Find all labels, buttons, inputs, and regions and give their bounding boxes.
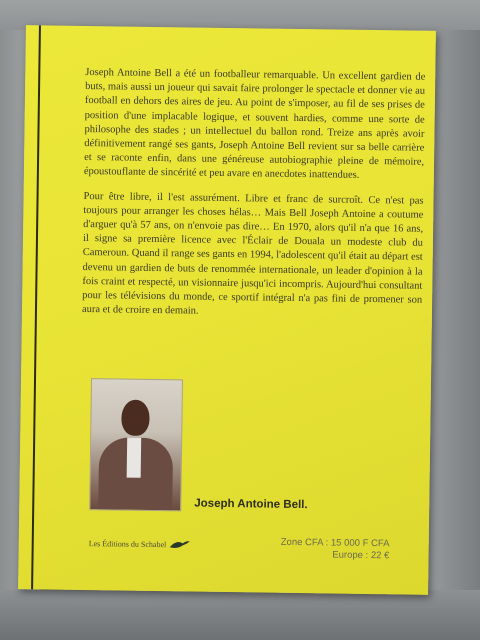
- car-seat-bottom: [0, 590, 480, 640]
- bird-logo-icon: [168, 537, 190, 551]
- price-zone-cfa: Zone CFA : 15 000 F CFA: [280, 536, 390, 550]
- price-europe: Europe : 22 €: [332, 549, 390, 562]
- author-photo-head: [121, 400, 149, 436]
- back-cover-blurb: [82, 66, 426, 332]
- publisher-logo: [89, 536, 191, 551]
- author-photo: [89, 378, 183, 511]
- blurb-paragraph-2: Pour être libre, il l'est assurément. Libre et franc de surcroît. Ce n'est pas toujours pour arranger les choses hélas… Mais Bell Joseph Antoine a coutume d'arguer qu'à 57 ans, on n'envoie pas dire… En 1970, alors qu'il n'a que 16 ans, il signe sa première licence avec l'Éclair de Douala un modeste club du Cameroun. Quand il range ses gants en 1994, l'adolescent qu'il était au départ est devenu un gardien de buts de renommée internationale, un leader d'opinion à la fois craint et respecté, un visionnaire jusqu'ici incompris. Aujourd'hui consultant pour les télévisions du monde, ce sportif intégral n'a pas fini de promener son aura et de croire en demain.: [81, 190, 424, 317]
- book-back-cover: [18, 25, 436, 595]
- publisher-name: Les Éditions du Schabel: [88, 538, 167, 549]
- blurb-paragraph-1: Joseph Antoine Bell a été un footballeur remarquable. Un excellent gardien de buts, mais aussi un joueur qui savait faire prolonger le spectacle et donner vie au football en dehors des aires de jeu. Au point de s'imposer, au fil de ses prises de position d'une implacable logique, et souvent hardies, comme une sorte de philosophe des stades ; un intellectuel du ballon rond. Treize ans après avoir définitivement rangé ses gants, Joseph Antoine Bell revient sur sa belle carrière et se raconte enfin, dans une généreuse autobiographie pleine de mémoire, époustouflante de sincérité et peu avare en anecdotes inattendues.: [83, 66, 426, 182]
- author-photo-shirt: [127, 438, 142, 478]
- spine-line: [31, 25, 41, 589]
- price-block: [281, 537, 390, 563]
- author-name: Joseph Antoine Bell.: [194, 497, 308, 512]
